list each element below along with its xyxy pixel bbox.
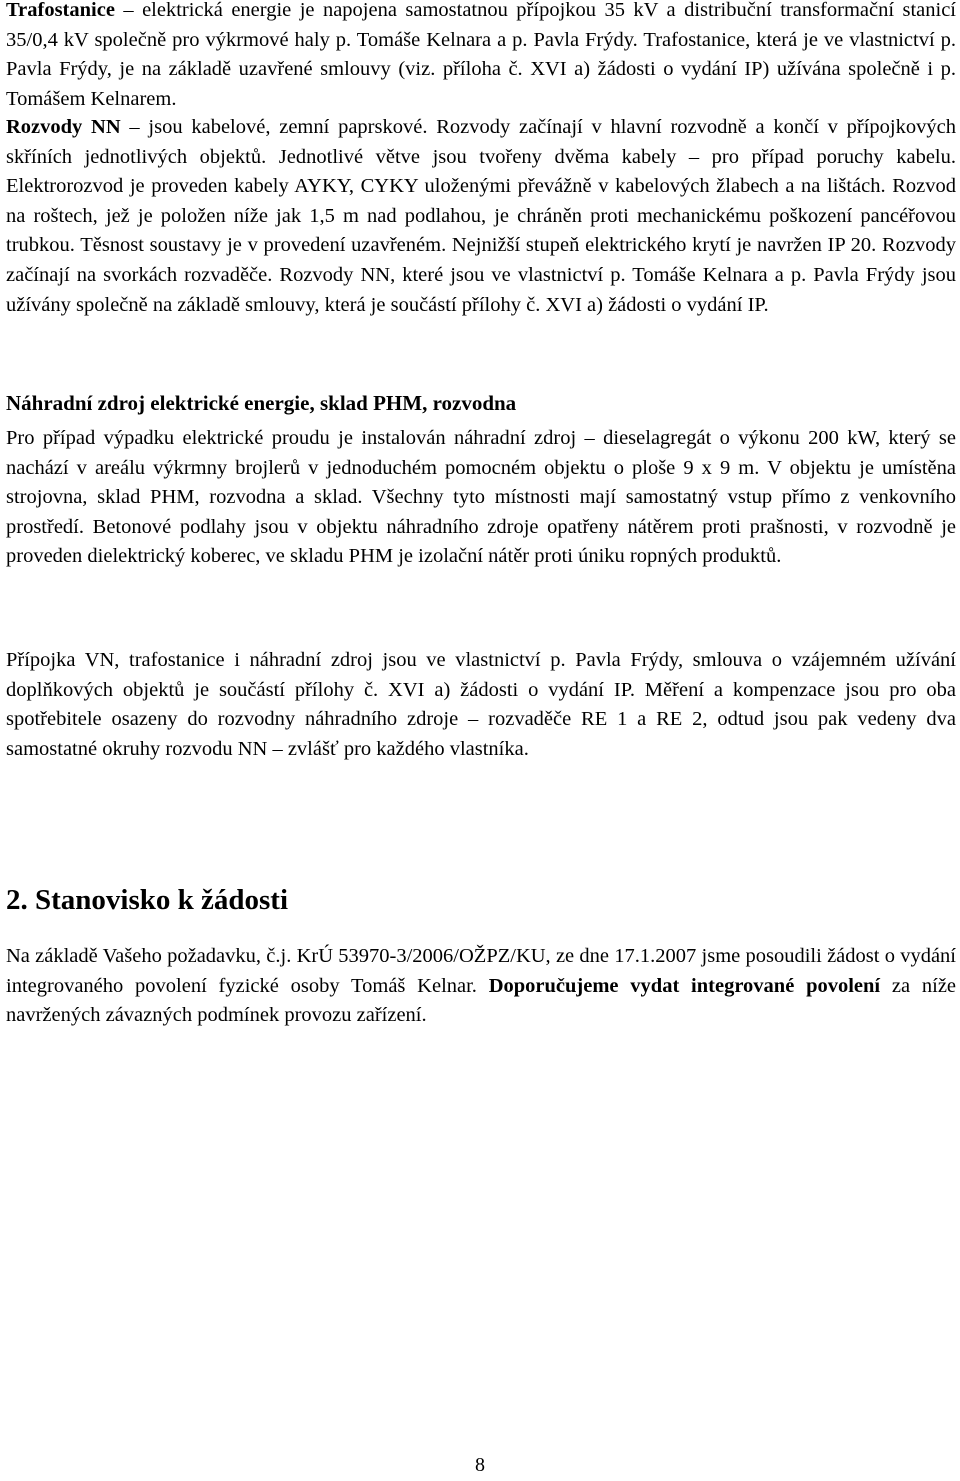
paragraph-bold-text: Doporučujeme vydat integrované povolení: [488, 974, 881, 997]
paragraph-text: – jsou kabelové, zemní paprskové. Rozvody začínají v hlavní rozvodně a končí v přípojkových skříních jednotlivých objektů. Jednotlivé větve jsou tvořeny dvěma kabely – pro případ poruchy kabelu. Elektrorozvod je proveden kabely AYKY, CYKY uloženými převážně v kabelových žlabech a na lištách. Rozvod na roštech, jež je položen níže jak 1,5 m nad podlahou, je chráněn proti mechanickému poškození pancéřovou trubkou. Těsnost soustavy je v provedení uzavřeném. Nejnižší stupeň elektrického krytí je navržen IP 20. Rozvody začínají na svorkách rozvaděče. Rozvody NN, které jsou ve vlastnictví p. Tomáše Kelnara a p. Pavla Frýdy jsou užívány společně na základě smlouvy, která je součástí přílohy č. XVI a) žádosti o vydání IP.: [6, 116, 956, 316]
page-number: 8: [475, 1454, 485, 1476]
paragraph-lead: Trafostanice: [6, 0, 115, 21]
paragraph-nahradni-zdroj: Pro případ výpadku elektrické proudu je instalován náhradní zdroj – dieselagregát o výkonu 200 kW, který se nachází v areálu výkrmny brojlerů v jednoduchém pomocném objektu o ploše 9 x 9 m. V objektu je umístěna strojovna, sklad PHM, rozvodna a sklad. Všechny tyto místnosti mají samostatný vstup přímo z venkovního prostředí. Betonové podlahy jsou v objektu náhradního zdroje opatřeny nátěrem proti prašnosti, v rozvodně je proveden dielektrický koberec, ve skladu PHM je izolační nátěr proti úniku ropných produktů.: [6, 427, 956, 568]
paragraph-text: Na základě Vašeho požadavku, č.j. KrÚ 53970-3/2006/OŽPZ/KU, ze dne 17.1.2007 jsme posoudili žádost o vydání integrovaného povolení fyzické osoby Tomáš Kelnar.: [6, 945, 956, 997]
paragraph-tail: za níže navržených závazných podmínek provozu zařízení.: [6, 974, 957, 1027]
paragraph-stanovisko: [6, 942, 956, 1031]
chapter-heading: 2. Stanovisko k žádosti: [6, 884, 289, 916]
paragraph-text: – elektrická energie je napojena samostatnou přípojkou 35 kV a distribuční transformační stanicí 35/0,4 kV společně pro výkrmové haly p. Tomáše Kelnara a p. Pavla Frýdy. Trafostanice, která je ve vlastnictví p. Pavla Frýdy, je na základě uzavřené smlouvy (viz. příloha č. XVI a) žádosti o vydání IP) užívána společně i p. Tomášem Kelnarem.: [6, 0, 956, 110]
section-heading: Náhradní zdroj elektrické energie, sklad PHM, rozvodna: [6, 391, 517, 415]
paragraph-trafostanice: [6, 0, 956, 114]
paragraph-rozvody-nn: [6, 113, 956, 320]
paragraph-lead: Rozvody NN: [6, 116, 121, 138]
paragraph-pripojka-vn: Přípojka VN, trafostanice i náhradní zdroj jsou ve vlastnictví p. Pavla Frýdy, smlouva o vzájemném užívání doplňkových objektů je součástí přílohy č. XVI a) žádosti o vydání IP. Měření a kompenzace jsou pro oba spotřebitele osazeny do rozvodny náhradního zdroje – rozvaděče RE 1 a RE 2, odtud jsou pak vedeny dva samostatné okruhy rozvodu NN – zvlášť pro každého vlastníka.: [6, 649, 956, 760]
